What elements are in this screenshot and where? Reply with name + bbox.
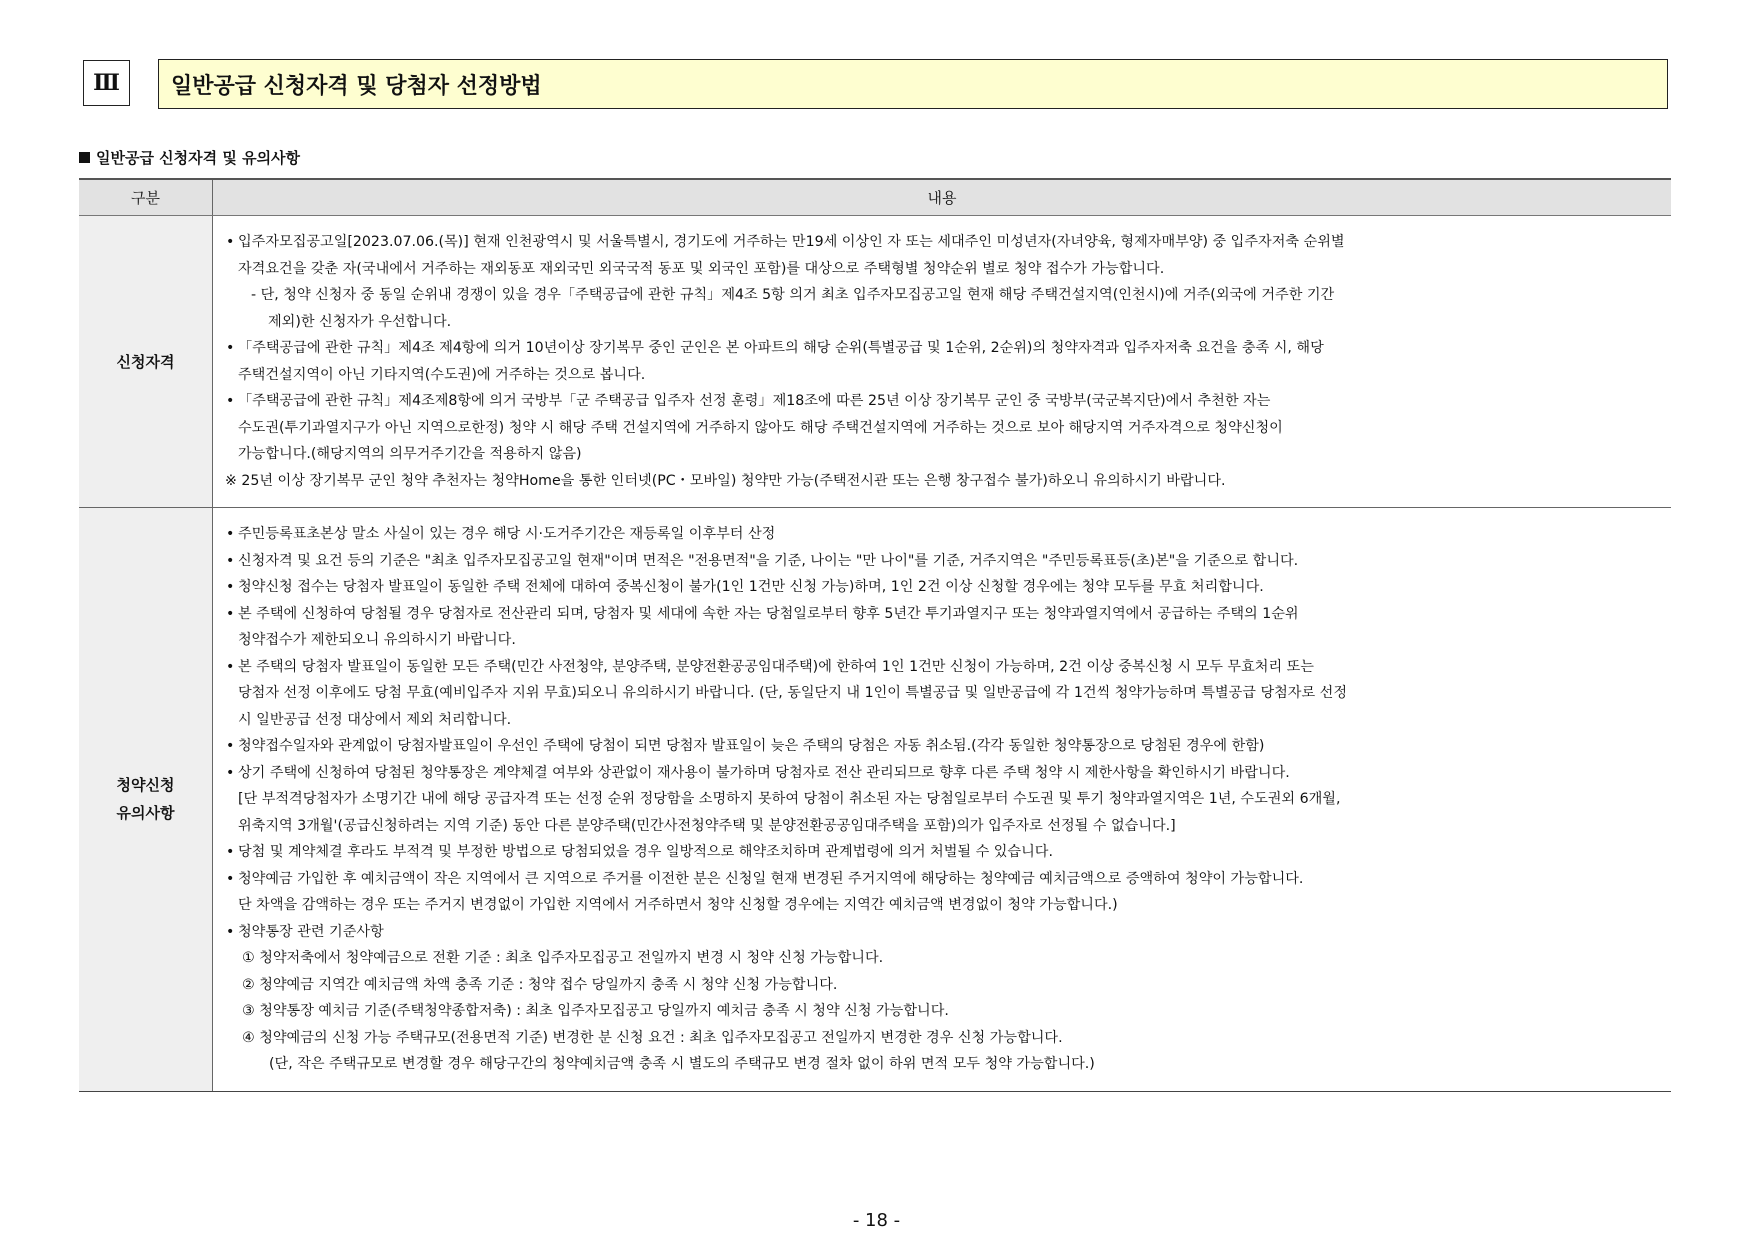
row-content-precautions: [213, 508, 1672, 1092]
bullet-item: • 청약예금 가입한 후 예치금액이 작은 지역에서 큰 지역으로 주거를 이전한 분은 신청일 현재 변경된 주거지역에 해당하는 청약예금 예치금액으로 증액하여 청약이 가능합니다.: [225, 866, 1656, 893]
bullet-item: • 청약통장 관련 기준사항: [225, 919, 1656, 946]
text-line: 청약접수가 제한되오니 유의하시기 바랍니다.: [238, 632, 516, 648]
bullet-item: • 상기 주택에 신청하여 당첨된 청약통장은 계약체결 여부와 상관없이 재사용이 불가하며 당첨자로 전산 관리되므로 향후 다른 주택 청약 시 제한사항을 확인하시기 바랍니다.: [225, 760, 1656, 787]
text-line: ④ 청약예금의 신청 가능 주택규모(전용면적 기준) 변경한 분 신청 요건 : 최초 입주자모집공고 전일까지 변경한 경우 신청 가능합니다.: [242, 1029, 1063, 1046]
bullet-item: • 「주택공급에 관한 규칙」제4조 제4항에 의거 10년이상 장기복무 중인 군인은 본 아파트의 해당 순위(특별공급 및 1순위, 2순위)의 청약자격과 입주자저축 요건을 충족 시, 해당: [225, 335, 1656, 362]
text-line: 주택건설지역이 아닌 기타지역(수도권)에 거주하는 것으로 봅니다.: [238, 366, 646, 383]
bullet-item: • 청약접수일자와 관계없이 당첨자발표일이 우선인 주택에 당첨이 되면 당첨자 발표일이 늦은 주택의 당첨은 자동 취소됨.(각각 동일한 청약통장으로 당첨된 경우에 한함): [225, 733, 1656, 760]
text-line: 단 차액을 감액하는 경우 또는 주거지 변경없이 가입한 지역에서 거주하면서 청약 신청할 경우에는 지역간 예치금액 변경없이 청약 가능합니다.): [238, 897, 1118, 913]
text-line: ※ 25년 이상 장기복무 군인 청약 추천자는 청약Home을 통한 인터넷(PC・모바일) 청약만 가능(주택전시관 또는 은행 창구접수 불가)하오니 유의하시기 바랍니다.: [225, 472, 1226, 489]
subheading: [79, 147, 300, 168]
table-row: [79, 508, 1671, 1092]
bullet-item: • 청약신청 접수는 당첨자 발표일이 동일한 주택 전체에 대하여 중복신청이 불가(1인 1건만 신청 가능)하며, 1인 2건 이상 신청할 경우에는 청약 모두를 무효 처리합니다.: [225, 574, 1656, 601]
row-category-eligibility: 신청자격: [79, 216, 213, 508]
text-line: ③ 청약통장 예치금 기준(주택청약종합저축) : 최초 입주자모집공고 당일까지 예치금 충족 시 청약 신청 가능합니다.: [242, 1003, 949, 1019]
subheading-text: 일반공급 신청자격 및 유의사항: [96, 149, 301, 167]
bullet-item: • 본 주택의 당첨자 발표일이 동일한 모든 주택(민간 사전청약, 분양주택, 분양전환공공임대주택)에 한하여 1인 1건만 신청이 가능하며, 2건 이상 중복신청 시 모두 무효처리 또는: [225, 654, 1656, 681]
text-line: 시 일반공급 선정 대상에서 제외 처리합니다.: [238, 711, 512, 728]
text-line: (단, 작은 주택규모로 변경할 경우 해당구간의 청약예치금액 충족 시 별도의 주택규모 변경 절차 없이 하위 면적 모두 청약 가능합니다.): [269, 1056, 1095, 1072]
bullet-item: • 당첨 및 계약체결 후라도 부적격 및 부정한 방법으로 당첨되었을 경우 일방적으로 해약조치하며 관계법령에 의거 처벌될 수 있습니다.: [225, 839, 1656, 866]
row-category-precautions: [79, 508, 213, 1092]
section-title: 일반공급 신청자격 및 당첨자 선정방법: [158, 59, 1668, 109]
text-line: ② 청약예금 지역간 예치금액 차액 충족 기준 : 청약 접수 당일까지 충족 시 청약 신청 가능합니다.: [242, 976, 838, 993]
qualification-table: [79, 178, 1671, 1092]
row-content-eligibility: [213, 216, 1672, 508]
content-block: [214, 509, 1670, 1090]
text-line: 당첨자 선정 이후에도 당첨 무효(예비입주자 지위 무효)되오니 유의하시기 바랍니다. (단, 동일단지 내 1인이 특별공급 및 일반공급에 각 1건씩 청약가능하며 특별공급 당첨자로 선정: [238, 685, 1348, 701]
content-block: [214, 217, 1670, 506]
page-number: - 18 -: [852, 1210, 901, 1231]
text-line: 자격요건을 갖춘 자(국내에서 거주하는 재외동포 재외국민 외국국적 동포 및 외국인 포함)를 대상으로 주택형별 청약순위 별로 청약 접수가 가능합니다.: [238, 260, 1165, 277]
section-number: Ⅲ: [83, 60, 130, 106]
category-line: 청약신청 유의사항: [116, 776, 175, 823]
text-line: 수도권(투기과열지구가 아닌 지역으로한정) 청약 시 해당 주택 건설지역에 거주하지 않아도 해당 주택건설지역에 거주하는 것으로 보아 해당지역 거주자격으로 청약신청이: [238, 419, 1283, 436]
text-line: 제외)한 신청자가 우선합니다.: [268, 313, 452, 330]
bullet-item: • 신청자격 및 요건 등의 기준은 "최초 입주자모집공고일 현재"이며 면적은 "전용면적"을 기준, 나이는 "만 나이"를 기준, 거주지역은 "주민등록표등(초)본"을 기준으로 합니다.: [225, 548, 1656, 575]
square-bullet-icon: [79, 152, 90, 163]
bullet-item: • 본 주택에 신청하여 당첨될 경우 당첨자로 전산관리 되며, 당첨자 및 세대에 속한 자는 당첨일로부터 향후 5년간 투기과열지구 또는 청약과열지역에서 공급하는 주택의 1순위: [225, 601, 1656, 628]
table-header-row: [79, 179, 1671, 216]
table-row: [79, 216, 1671, 508]
bullet-item: • 입주자모집공고일[2023.07.06.(목)] 현재 인천광역시 및 서울특별시, 경기도에 거주하는 만19세 이상인 자 또는 세대주인 미성년자(자녀양육, 형제자매부양) 중 입주자저축 순위별: [225, 229, 1656, 256]
header-content: 내용: [213, 179, 1672, 216]
header-category: 구분: [79, 179, 213, 216]
text-line: 위축지역 3개월'(공급신청하려는 지역 기준) 동안 다른 분양주택(민간사전청약주택 및 분양전환공공임대주택을 포함)의가 입주자로 선정될 수 없습니다.]: [238, 817, 1176, 834]
text-line: ① 청약저축에서 청약예금으로 전환 기준 : 최초 입주자모집공고 전일까지 변경 시 청약 신청 가능합니다.: [242, 950, 884, 966]
bullet-item: • 「주택공급에 관한 규칙」제4조제8항에 의거 국방부「군 주택공급 입주자 선정 훈령」제18조에 따른 25년 이상 장기복무 군인 중 국방부(국군복지단)에서 추천한 자는: [225, 388, 1656, 415]
bullet-item: • 주민등록표초본상 말소 사실이 있는 경우 해당 시·도거주기간은 재등록일 이후부터 산정: [225, 521, 1656, 548]
text-line: - 단, 청약 신청자 중 동일 순위내 경쟁이 있을 경우「주택공급에 관한 규칙」제4조 5항 의거 최초 입주자모집공고일 현재 해당 주택건설지역(인천시)에 거주(외국에 거주한 기간: [251, 287, 1335, 303]
text-line: [단 부적격당첨자가 소명기간 내에 해당 공급자격 또는 선정 순위 정당함을 소명하지 못하여 당첨이 취소된 자는 당첨일로부터 수도권 및 투기 청약과열지역은 1년, 수도권외 6개월,: [238, 791, 1341, 807]
text-line: 가능합니다.(해당지역의 의무거주기간을 적용하지 않음): [238, 446, 582, 462]
